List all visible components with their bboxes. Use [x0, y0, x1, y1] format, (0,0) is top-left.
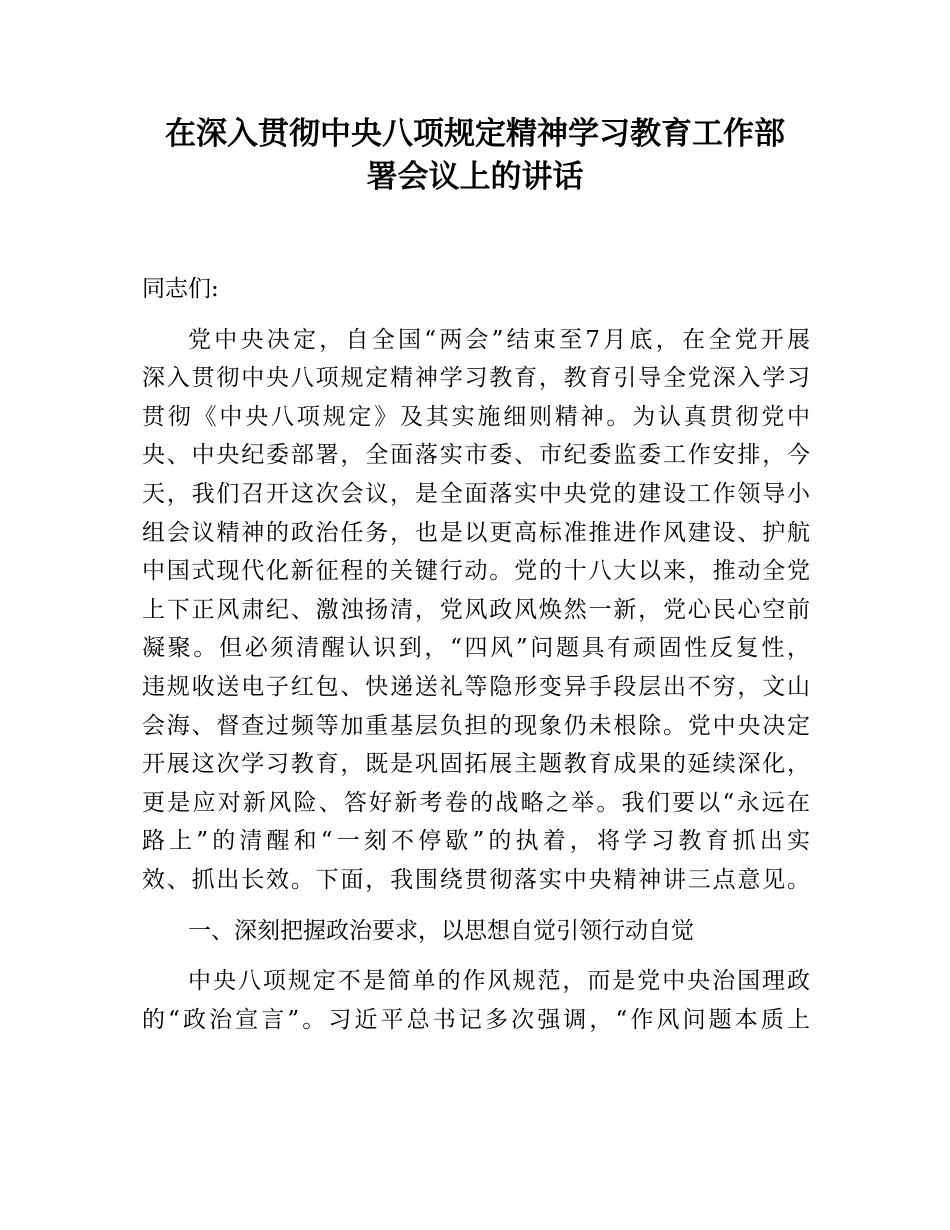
paragraph-line: 更是应对新风险、答好新考卷的战略之举。我们要以“永远在 — [142, 789, 810, 816]
paragraph-line: 效、抓出长效。下面，我围绕贯彻落实中央精神讲三点意见。 — [142, 866, 810, 893]
paragraph-line: 贯彻《中央八项规定》及其实施细则精神。为认真贯彻党中 — [142, 403, 810, 430]
title-line-1: 在深入贯彻中央八项规定精神学习教育工作部 — [165, 116, 785, 152]
paragraph-line: 会海、督查过频等加重基层负担的现象仍未根除。党中央决定 — [142, 712, 810, 739]
document-title — [0, 113, 950, 199]
paragraph-line: 组会议精神的政治任务，也是以更高标准推进作风建设、护航 — [142, 519, 810, 546]
paragraph-line: 的“政治宣言”。习近平总书记多次强调，“作风问题本质上 — [142, 1006, 810, 1033]
paragraph-line: 上下正风肃纪、激浊扬清，党风政风焕然一新，党心民心空前 — [142, 596, 810, 623]
document-body — [142, 270, 810, 1051]
paragraph-2 — [142, 962, 810, 1039]
salutation: 同志们: — [142, 276, 219, 302]
title-line-2: 署会议上的讲话 — [366, 159, 584, 195]
paragraph-line: 央、中央纪委部署，全面落实市委、市纪委监委工作安排，今 — [142, 442, 810, 469]
paragraph-line: 深入贯彻中央八项规定精神学习教育，教育引导全党深入学习 — [142, 365, 810, 392]
section-heading-1: 一、深刻把握政治要求，以思想自觉引领行动自觉 — [188, 917, 694, 944]
paragraph-line: 天，我们召开这次会议，是全面落实中央党的建设工作领导小 — [142, 480, 810, 507]
paragraph-line: 党中央决定，自全国“两会”结束至7月底，在全党开展 — [188, 326, 810, 353]
paragraph-line: 凝聚。但必须清醒认识到，“四风”问题具有顽固性反复性， — [142, 635, 810, 662]
paragraph-line: 开展这次学习教育，既是巩固拓展主题教育成果的延续深化， — [142, 751, 810, 778]
paragraph-line: 中国式现代化新征程的关键行动。党的十八大以来，推动全党 — [142, 558, 810, 585]
paragraph-1 — [142, 321, 810, 900]
paragraph-line: 路上”的清醒和“一刻不停歇”的执着，将学习教育抓出实 — [142, 828, 810, 855]
paragraph-line: 违规收送电子红包、快递送礼等隐形变异手段层出不穷，文山 — [142, 673, 810, 700]
paragraph-line: 中央八项规定不是简单的作风规范，而是党中央治国理政 — [188, 968, 810, 995]
